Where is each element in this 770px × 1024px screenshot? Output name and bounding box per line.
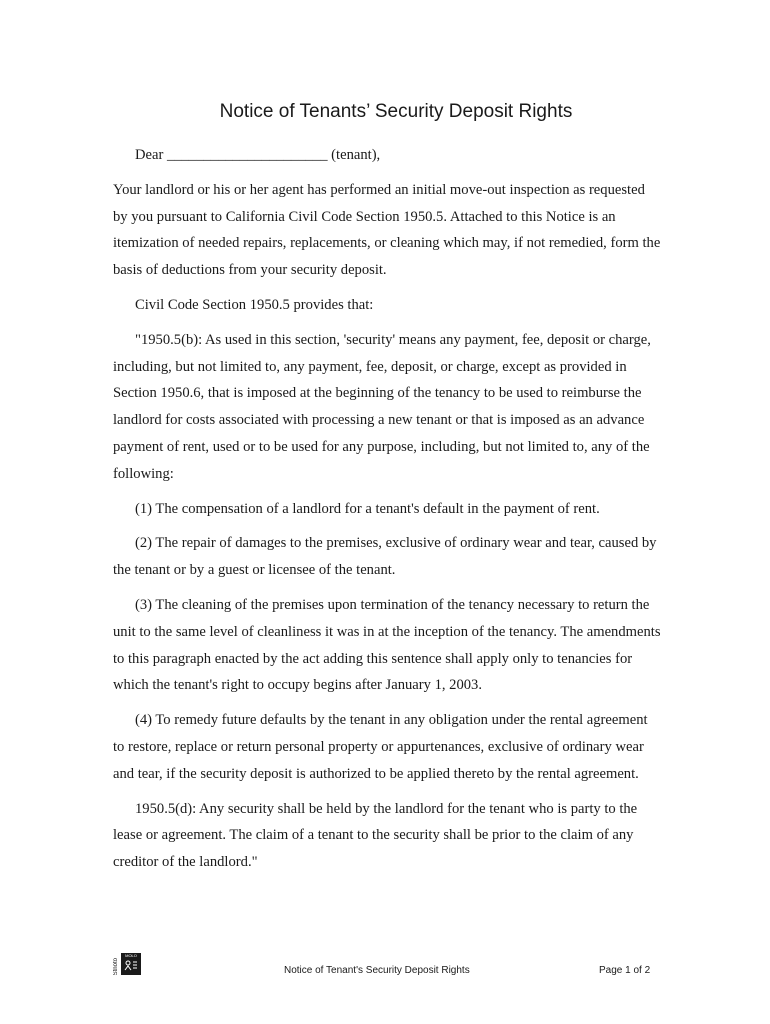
- logo-wordmark: Stnoto: [113, 957, 119, 975]
- document-body: [113, 142, 661, 884]
- footer-document-name: Notice of Tenant's Security Deposit Rights: [284, 965, 470, 976]
- document-title: Notice of Tenants’ Security Deposit Rights: [219, 101, 573, 122]
- logo-mark-icon: [121, 958, 141, 972]
- logo-icon: [121, 953, 141, 975]
- clause-1: (1) The compensation of a landlord for a tenant's default in the payment of rent.: [135, 500, 600, 517]
- footer-logo: [113, 949, 145, 975]
- salutation: Dear ______________________ (tenant),: [135, 147, 381, 163]
- section-d-paragraph: 1950.5(d): Any security shall be held by the landlord for the tenant who is party to the lease or agreement. The claim of a tenant to the security shall be prior to the claim of any creditor of the landlord.": [113, 800, 638, 871]
- page-number: Page 1 of 2: [599, 965, 651, 976]
- clause-4: (4) To remedy future defaults by the tenant in any obligation under the rental agreement to restore, replace or return personal property or appurtenances, exclusive of ordinary wear and tear, if the security deposit is authorized to be applied thereto by the rental agreement.: [113, 712, 648, 782]
- clause-3: (3) The cleaning of the premises upon termination of the tenancy necessary to return the unit to the same level of cleanliness it was in at the inception of the tenancy. The amendments to this paragraph enacted by the act adding this sentence shall apply only to tenancies for which the tenant's right to occupy begins after January 1, 2003.: [113, 596, 661, 694]
- code-section-intro: Civil Code Section 1950.5 provides that:: [135, 296, 374, 313]
- logo-box-text: MOLO: [125, 953, 137, 958]
- intro-paragraph: Your landlord or his or her agent has performed an initial move-out inspection as requested by you pursuant to California Civil Code Section 1950.5. Attached to this Notice is an itemization of needed repairs, replacements, or cleaning which may, if not remedied, form the basis of deductions from your security deposit.: [113, 181, 661, 279]
- section-b-paragraph: "1950.5(b): As used in this section, 'security' means any payment, fee, deposit or charge, including, but not limited to, any payment, fee, deposit, or charge, except as provided in Section 1950.6, that is imposed at the beginning of the tenancy to be used to reimburse the landlord for costs associated with processing a new tenant or that is imposed as an advance payment of rent, used or to be used for any purpose, including, but not limited to, any of the following:: [113, 331, 651, 482]
- clause-2: (2) The repair of damages to the premises, exclusive of ordinary wear and tear, caused by the tenant or by a guest or licensee of the tenant.: [113, 535, 657, 579]
